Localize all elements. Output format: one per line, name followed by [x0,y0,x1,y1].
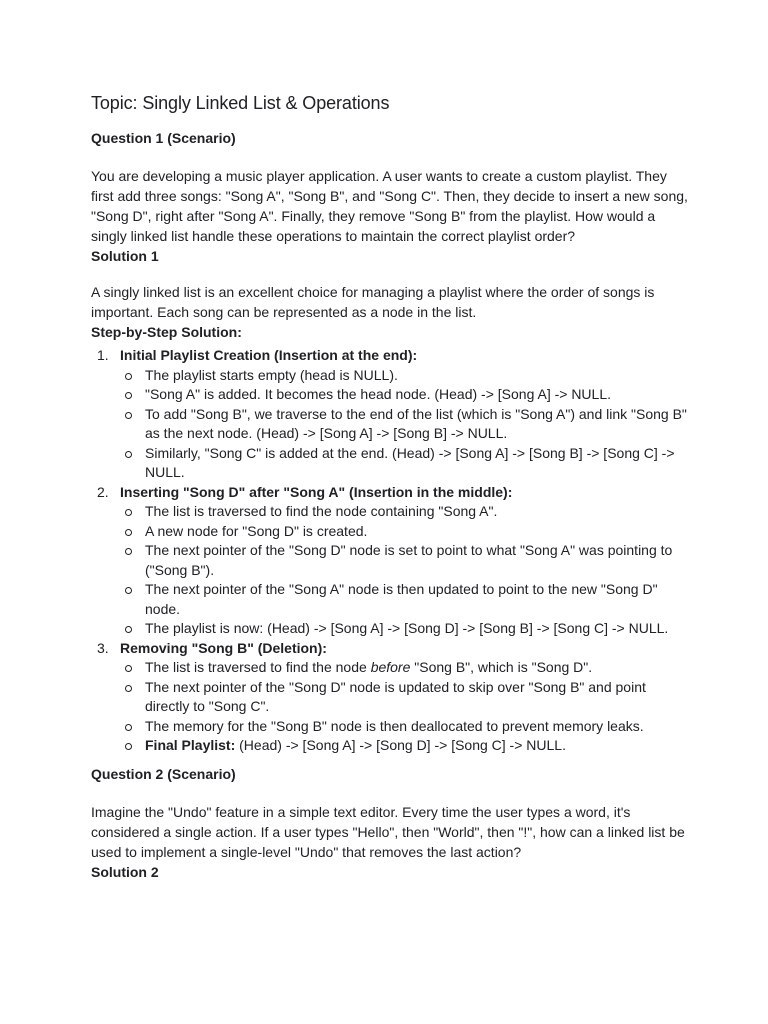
bullet-text: The memory for the "Song B" node is then deallocated to prevent memory leaks. [145,717,644,734]
bullet-list [120,502,688,639]
hollow-bullet-icon [125,392,132,399]
bullet-item [120,541,688,580]
question-1-heading: Question 1 (Scenario) [91,130,236,146]
hollow-bullet-icon [125,685,132,692]
bullet-text-emphasis: before [370,659,411,675]
solution-1-heading: Solution 1 [91,248,159,264]
bullet-text: To add "Song B", we traverse to the end of the list (which is "Song A") and link "Song B" as the next node. (Head) -> [Song A] -> [Song B] -> NULL. [145,405,687,441]
hollow-bullet-icon [125,626,132,633]
step-item [91,639,688,756]
bullet-text-post: "Song B", which is "Song D". [410,659,593,675]
hollow-bullet-icon [125,529,132,536]
step-item [91,346,688,483]
bullet-text: Similarly, "Song C" is added at the end. (Head) -> [Song A] -> [Song B] -> [Song C] -> NULL. [145,444,675,480]
solution-2-heading: Solution 2 [91,863,159,880]
bullet-text: "Song A" is added. It becomes the head node. (Head) -> [Song A] -> NULL. [145,386,612,402]
bullet-item [120,522,688,542]
hollow-bullet-icon [125,665,132,672]
bullet-item [120,717,688,737]
bullet-item [120,619,688,639]
bullet-text: The next pointer of the "Song D" node is updated to skip over "Song B" and point directly to "Song C". [145,678,646,714]
bullet-text: The playlist is now: (Head) -> [Song A] -> [Song D] -> [Song B] -> [Song C] -> NULL. [145,620,669,636]
bullet-item [120,385,688,405]
bullet-item [120,444,688,483]
steps-list [91,346,688,756]
hollow-bullet-icon [125,724,132,731]
bullet-item [120,678,688,717]
step-title: Removing "Song B" (Deletion): [120,639,327,656]
question-1-text: You are developing a music player application. A user wants to create a custom playlist. They first add three songs: "Song A", "Song B", and "Song C". Then, they decide to insert a new song, "Song D", right after "Song A". Finally, they remove "Song B" from the playlist. How would a singly linked list handle these operations to maintain the correct playlist order? [91,168,688,244]
step-number: 1. [97,347,109,363]
page-title: Topic: Singly Linked List & Operations [91,93,390,113]
hollow-bullet-icon [125,587,132,594]
bullet-text-pre: The list is traversed to find the node [145,659,371,675]
bullet-item [120,580,688,619]
steps-heading: Step-by-Step Solution: [91,324,242,340]
question-2-heading: Question 2 (Scenario) [91,765,236,782]
bullet-list [120,658,688,756]
step-item [91,483,688,639]
hollow-bullet-icon [125,548,132,555]
hollow-bullet-icon [125,451,132,458]
hollow-bullet-icon [125,373,132,380]
final-playlist-label: Final Playlist: [145,737,236,753]
bullet-item [120,366,688,386]
step-number: 3. [97,639,109,656]
bullet-text: The next pointer of the "Song A" node is then updated to point to the new "Song D" node. [145,581,658,617]
bullet-text: The list is traversed to find the node containing "Song A". [145,503,498,519]
hollow-bullet-icon [125,743,132,750]
question-2-text: Imagine the "Undo" feature in a simple text editor. Every time the user types a word, it's considered a single action. If a user types "Hello", then "World", then "!", how can a linked list be used to implement a single-level "Undo" that removes the last action? [91,803,685,860]
bullet-item [120,658,688,678]
step-title: Inserting "Song D" after "Song A" (Insertion in the middle): [120,483,513,500]
hollow-bullet-icon [125,412,132,419]
bullet-text: The playlist starts empty (head is NULL). [145,366,398,383]
bullet-text: The next pointer of the "Song D" node is set to point to what "Song A" was pointing to ("Song B"). [145,542,673,578]
step-title: Initial Playlist Creation (Insertion at the end): [120,347,418,363]
bullet-list [120,366,688,483]
hollow-bullet-icon [125,509,132,516]
final-playlist-text: (Head) -> [Song A] -> [Song D] -> [Song C] -> NULL. [235,737,566,753]
step-number: 2. [97,483,109,500]
bullet-item [120,405,688,444]
bullet-item [120,502,688,522]
bullet-item [120,736,688,756]
solution-1-text: A singly linked list is an excellent choice for managing a playlist where the order of songs is important. Each song can be represented as a node in the list. [91,284,655,320]
bullet-text: A new node for "Song D" is created. [145,522,368,539]
